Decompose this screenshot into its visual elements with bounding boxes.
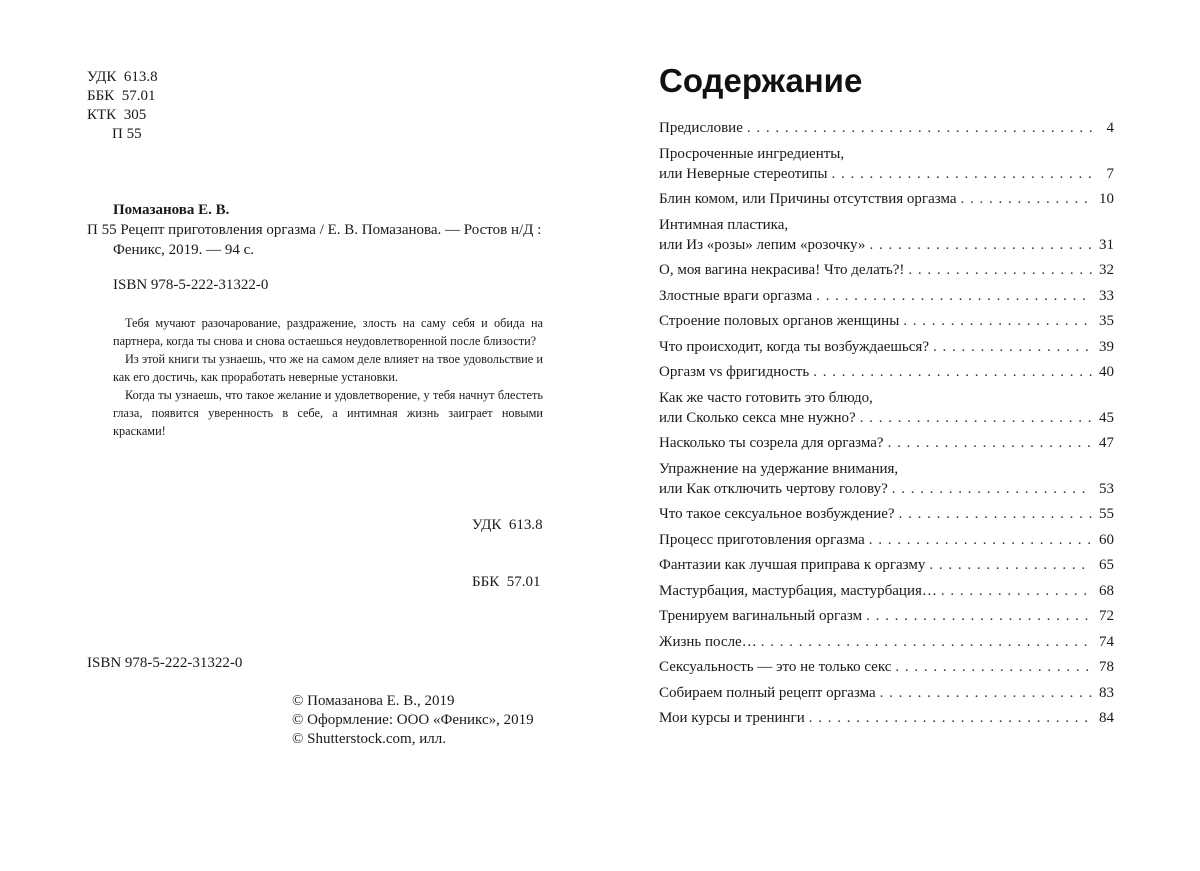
- dot-leader: [831, 164, 1092, 184]
- toc-page-number: 47: [1099, 435, 1114, 451]
- toc-page-number: 65: [1099, 557, 1114, 573]
- toc-page-number: 4: [1106, 120, 1114, 136]
- toc-entry-row: [659, 260, 1114, 280]
- toc-entry-row: [659, 408, 1114, 428]
- dot-leader: [866, 606, 1092, 626]
- annotation-paragraph: Когда ты узнаешь, что такое желание и удовлетворение, у тебя начнут блестеть глаза, появится уверенность в себе, а интимная жизнь заиграет новыми красками!: [113, 388, 543, 438]
- toc-page-number: 10: [1099, 191, 1114, 207]
- udk-code-bottom: УДК 613.8: [472, 517, 543, 533]
- toc-page-number: 72: [1099, 608, 1114, 624]
- annotation-paragraph: Тебя мучают разочарование, раздражение, злость на саму себя и обида на партнера, когда ты снова и снова остаешься неудовлетворенной после близости?: [113, 316, 543, 348]
- toc-entry-row: [659, 683, 1114, 703]
- toc-entry-row: [659, 606, 1114, 626]
- toc-entry-row: [659, 632, 1114, 652]
- annotation: [113, 314, 543, 440]
- toc-entry: [659, 459, 1114, 499]
- dot-leader: [888, 433, 1092, 453]
- isbn: ISBN 978-5-222-31322-0: [113, 277, 269, 293]
- toc-entry-row: [659, 286, 1114, 306]
- author-mark: П 55: [112, 126, 142, 142]
- toc-entry: [659, 708, 1114, 728]
- biblio-line-2: Феникс, 2019. — 94 с.: [113, 242, 255, 258]
- dot-leader: [895, 657, 1092, 677]
- toc-entry: [659, 555, 1114, 575]
- classification-codes: [87, 68, 158, 144]
- toc-entry-title: Что такое сексуальное возбуждение?: [659, 506, 895, 522]
- toc-page-number: 74: [1099, 633, 1114, 650]
- toc-entry: [659, 433, 1114, 453]
- toc-entry: [659, 388, 1114, 428]
- toc-entry-row: [659, 118, 1114, 138]
- annotation-paragraph: Из этой книги ты узнаешь, что же на самом деле влияет на твое удовольствие и как его достичь, как проработать неверные установки.: [113, 352, 543, 384]
- copyright-line: © Shutterstock.com, илл.: [292, 731, 446, 747]
- toc-entry-title: Мастурбация, мастурбация, мастурбация…: [659, 582, 937, 599]
- dot-leader: [961, 189, 1092, 209]
- dot-leader: [880, 683, 1092, 703]
- copyright-line: © Оформление: ООО «Феникс», 2019: [292, 712, 534, 728]
- copyright-line: © Помазанова Е. В., 2019: [292, 693, 455, 709]
- toc-page-number: 7: [1106, 165, 1114, 182]
- toc-entry: [659, 530, 1114, 550]
- toc-entry-title: Что происходит, когда ты возбуждаешься?: [659, 338, 929, 355]
- dot-leader: [761, 632, 1092, 652]
- toc-entry: [659, 632, 1114, 652]
- ktk-code: КТК 305: [87, 107, 147, 123]
- toc-entry-title: Предисловие: [659, 120, 743, 136]
- dot-leader: [899, 504, 1092, 524]
- dot-leader: [816, 286, 1092, 306]
- toc-entry-row: [659, 479, 1114, 499]
- toc-page-number: 33: [1099, 287, 1114, 304]
- toc-entry-title: или Неверные стереотипы: [659, 165, 828, 182]
- toc-page-number: 53: [1099, 480, 1114, 497]
- toc-entry: [659, 286, 1114, 306]
- toc-entry-title: О, моя вагина некрасива! Что делать?!: [659, 262, 905, 278]
- bbk-code-bottom: ББК 57.01: [472, 574, 541, 590]
- dot-leader: [903, 311, 1092, 331]
- toc-entry-row: [659, 189, 1114, 209]
- udk-code: УДК 613.8: [87, 69, 158, 85]
- toc-entry-title: Блин комом, или Причины отсутствия оргазма: [659, 191, 957, 207]
- toc-entry: [659, 189, 1114, 209]
- toc-entry-row: [659, 555, 1114, 575]
- toc-page-number: 60: [1099, 531, 1114, 548]
- toc-page-number: 83: [1099, 684, 1114, 701]
- toc-entry-title: или Как отключить чертову голову?: [659, 480, 888, 497]
- toc-entry-title: Оргазм vs фригидность: [659, 364, 810, 380]
- contents-page: [600, 0, 1200, 871]
- toc-entry-title: Жизнь после…: [659, 633, 757, 650]
- toc-entry-row: [659, 530, 1114, 550]
- toc-entry: [659, 581, 1114, 601]
- toc-entry: [659, 311, 1114, 331]
- isbn-bottom: ISBN 978-5-222-31322-0: [87, 655, 243, 671]
- toc-entry-row: [659, 337, 1114, 357]
- toc-entry-title: Тренируем вагинальный оргазм: [659, 608, 863, 624]
- dot-leader: [813, 362, 1092, 382]
- toc-entry-row: [659, 657, 1114, 677]
- dot-leader: [908, 260, 1092, 280]
- toc-entry: [659, 337, 1114, 357]
- toc-page-number: 84: [1099, 710, 1114, 726]
- toc-entry-title: Мои курсы и тренинги: [659, 710, 805, 726]
- toc-entry-row: [659, 362, 1114, 382]
- toc-page-number: 78: [1099, 659, 1114, 675]
- toc-entry: [659, 215, 1114, 255]
- toc-page-number: 55: [1099, 506, 1114, 522]
- toc-entry-row: [659, 235, 1114, 255]
- toc-entry: [659, 260, 1114, 280]
- table-of-contents: [659, 118, 1114, 728]
- toc-entry-title: или Из «розы» лепим «розочку»: [659, 236, 866, 253]
- contents-title: Содержание: [659, 62, 863, 99]
- biblio-line-1: П 55 Рецепт приготовления оргазма / Е. В. Помазанова. — Ростов н/Д :: [87, 222, 542, 238]
- copyright-block: [292, 692, 534, 749]
- toc-entry: [659, 683, 1114, 703]
- toc-page-number: 40: [1099, 364, 1114, 380]
- dot-leader: [892, 479, 1092, 499]
- toc-page-number: 45: [1099, 409, 1114, 426]
- toc-entry-title: Упражнение на удержание внимания,: [659, 460, 899, 477]
- toc-page-number: 39: [1099, 338, 1114, 355]
- toc-entry-row: [659, 433, 1114, 453]
- dot-leader: [860, 408, 1092, 428]
- toc-entry-title: Сексуальность — это не только секс: [659, 659, 892, 675]
- toc-entry-title: Насколько ты созрела для оргазма?: [659, 435, 884, 451]
- toc-page-number: 68: [1099, 582, 1114, 599]
- toc-entry-row: [659, 164, 1114, 184]
- classification-codes-bottom: [472, 478, 543, 630]
- author-name: Помазанова Е. В.: [113, 202, 230, 218]
- toc-entry: [659, 362, 1114, 382]
- toc-entry-title: Как же часто готовить это блюдо,: [659, 389, 873, 406]
- dot-leader: [869, 530, 1092, 550]
- dot-leader: [933, 337, 1092, 357]
- toc-page-number: 35: [1099, 313, 1114, 329]
- toc-entry: [659, 118, 1114, 138]
- dot-leader: [929, 555, 1092, 575]
- bbk-code: ББК 57.01: [87, 88, 156, 104]
- toc-entry-title: Просроченные ингредиенты,: [659, 145, 845, 162]
- dot-leader: [941, 581, 1092, 601]
- bibliographic-record: [87, 220, 557, 260]
- toc-entry-title: Строение половых органов женщины: [659, 313, 900, 329]
- dot-leader: [747, 118, 1092, 138]
- dot-leader: [869, 235, 1092, 255]
- toc-entry-row: [659, 504, 1114, 524]
- toc-page-number: 31: [1099, 236, 1114, 253]
- dot-leader: [809, 708, 1092, 728]
- toc-page-number: 32: [1099, 262, 1114, 278]
- toc-entry: [659, 144, 1114, 184]
- toc-entry: [659, 606, 1114, 626]
- toc-entry-title: или Сколько секса мне нужно?: [659, 409, 856, 426]
- toc-entry-row: [659, 311, 1114, 331]
- toc-entry-row: [659, 708, 1114, 728]
- toc-entry: [659, 504, 1114, 524]
- toc-entry-title: Собираем полный рецепт оргазма: [659, 684, 876, 701]
- toc-entry-title: Фантазии как лучшая приправа к оргазму: [659, 557, 926, 573]
- toc-entry-title: Злостные враги оргазма: [659, 287, 813, 304]
- toc-entry-title: Интимная пластика,: [659, 216, 789, 233]
- toc-entry-title: Процесс приготовления оргазма: [659, 531, 865, 548]
- toc-entry-row: [659, 581, 1114, 601]
- toc-entry: [659, 657, 1114, 677]
